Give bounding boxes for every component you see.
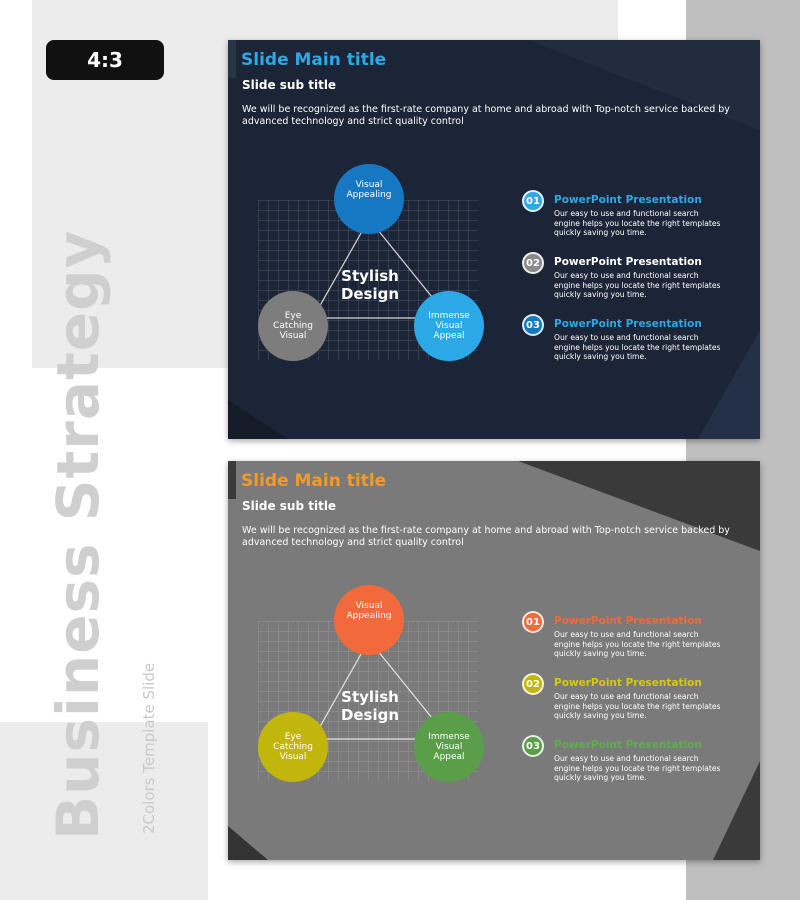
item-text: Our easy to use and functional search engine helps you locate the right templates quickly saving you time. [554,692,721,721]
slide-gray[interactable] [228,461,760,860]
item-title: PowerPoint Presentation [554,615,702,627]
slide-sub-title: Slide sub title [242,78,337,92]
item-title: PowerPoint Presentation [554,318,702,330]
side-subtitle: 2Colors Template Slide [140,662,158,834]
item-text: Our easy to use and functional search engine helps you locate the right templates quickly saving you time. [554,630,721,659]
item-title: PowerPoint Presentation [554,677,702,689]
number-badge: 01 [522,190,544,212]
item-text: Our easy to use and functional search engine helps you locate the right templates quickly saving you time. [554,333,721,362]
circle-eye-catching-visual: Eye Catching Visual [258,712,328,782]
circle-eye-catching-visual: Eye Catching Visual [258,291,328,361]
item-title: PowerPoint Presentation [554,256,702,268]
side-title: Business Strategy [44,229,112,840]
center-label: Stylish Design [340,688,400,724]
number-badge: 02 [522,252,544,274]
triangle-connector [228,461,760,860]
circle-immense-visual-appeal: Immense Visual Appeal [414,291,484,361]
slide-description: We will be recognized as the first-rate company at home and abroad with Top-notch service backed by advanced technology and strict quality control [242,525,730,548]
number-badge: 03 [522,735,544,757]
number-badge: 01 [522,611,544,633]
slide-dark[interactable] [228,40,760,439]
circle-visual-appealing: Visual Appealing [334,585,404,655]
number-badge: 03 [522,314,544,336]
item-text: Our easy to use and functional search engine helps you locate the right templates quickly saving you time. [554,754,721,783]
slide-sub-title: Slide sub title [242,499,337,513]
circle-immense-visual-appeal: Immense Visual Appeal [414,712,484,782]
center-label: Stylish Design [340,267,400,303]
item-title: PowerPoint Presentation [554,194,702,206]
slide-description: We will be recognized as the first-rate company at home and abroad with Top-notch service backed by advanced technology and strict quality control [242,104,730,127]
item-title: PowerPoint Presentation [554,739,702,751]
aspect-ratio-badge: 4:3 [46,40,164,80]
circle-visual-appealing: Visual Appealing [334,164,404,234]
item-text: Our easy to use and functional search engine helps you locate the right templates quickly saving you time. [554,209,721,238]
triangle-connector [228,40,760,439]
number-badge: 02 [522,673,544,695]
item-text: Our easy to use and functional search engine helps you locate the right templates quickly saving you time. [554,271,721,300]
slide-main-title: Slide Main title [241,50,387,70]
slide-main-title: Slide Main title [241,471,387,491]
